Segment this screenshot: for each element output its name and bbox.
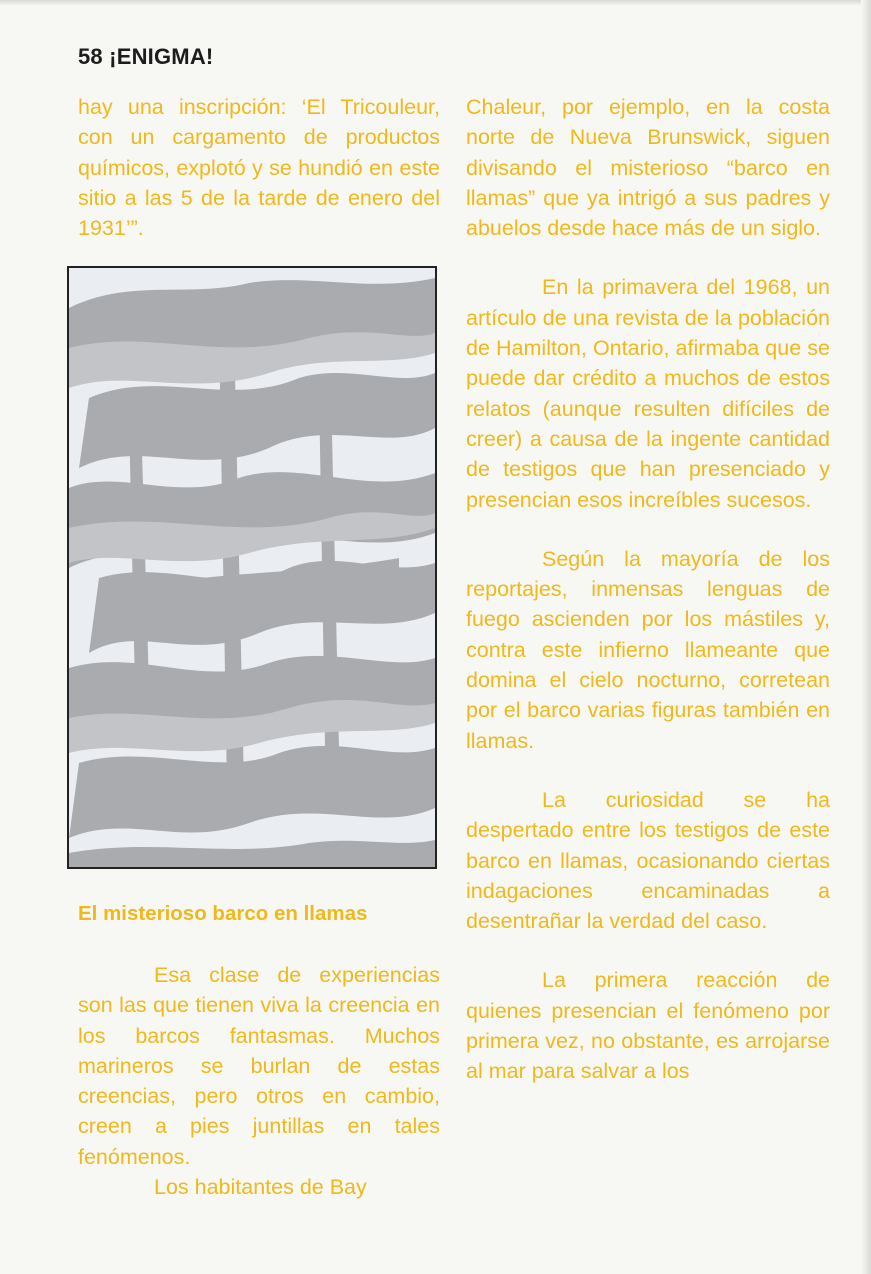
left-paragraph-2: Esa clase de experiencias son las que tienen viva la creencia en los barcos fantasmas. Muchos marineros se burlan de estas creencias, pero otros en cambio, creen a pies juntillas en tales fenómenos. xyxy=(78,963,440,1169)
page-edge-shadow-right xyxy=(861,0,871,1274)
left-bottom-text-block xyxy=(78,960,440,1202)
burning-ship-illustration xyxy=(67,266,437,869)
section-heading: El misterioso barco en llamas xyxy=(78,902,368,925)
right-paragraph-4: La curiosidad se ha despertado entre los testigos de este barco en llamas, ocasionando ciertas indagaciones encaminadas a desentrañar la verdad del caso. xyxy=(466,787,830,934)
right-column xyxy=(466,92,830,1087)
right-paragraph-2: En la primavera del 1968, un artículo de una revista de la población de Hamilton, Ontario, afirmaba que se puede dar crédito a muchos de estos relatos (aunque resulten difíciles de creer) a causa de la ingente cantidad de testigos que han presenciado y presencian esos increíbles sucesos. xyxy=(466,275,830,512)
left-top-paragraph: hay una inscripción: ‘El Tricouleur, con un cargamento de productos químicos, explotó y se hundió en este sitio a las 5 de la tarde de enero del 1931’”. xyxy=(78,95,440,241)
left-top-paragraph-block xyxy=(78,92,440,243)
left-paragraph-3: Los habitantes de Bay xyxy=(154,1175,367,1200)
page-edge-shadow xyxy=(0,0,871,6)
right-paragraph-5: La primera reacción de quienes presencian el fenómeno por primera vez, no obstante, es arrojarse al mar para salvar a los xyxy=(466,968,830,1084)
right-paragraph-3: Según la mayoría de los reportajes, inmensas lenguas de fuego ascienden por los mástiles y, contra este infierno llameante que domina el cielo nocturno, corretean por el barco varias figuras también en llamas. xyxy=(466,546,830,753)
running-head: 58 ¡ENIGMA! xyxy=(78,44,214,69)
right-paragraph-1: Chaleur, por ejemplo, en la costa norte de Nueva Brunswick, siguen divisando el misterioso “barco en llamas” que ya intrigó a sus padres y abuelos desde hace más de un siglo. xyxy=(466,95,830,241)
